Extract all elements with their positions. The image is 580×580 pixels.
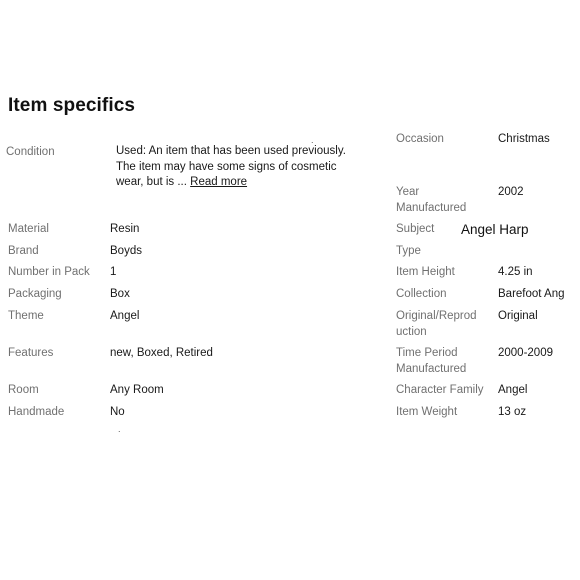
occasion-value: Christmas [498,133,550,145]
subject-label: Subject [396,223,435,235]
item-weight-value: 13 oz [498,406,527,418]
material-value: Resin [110,223,140,235]
item-height-label: Item Height [396,266,455,278]
type-label: Type [396,245,421,257]
theme-label: Theme [8,310,44,322]
time-period-value: 2000-2009 [498,347,553,359]
item-weight-label: Item Weight [396,406,458,418]
section-title: Item specifics [8,95,136,116]
character-family-value: Angel [498,384,528,396]
number-in-pack-label: Number in Pack [8,266,90,278]
time-period-label [396,346,466,377]
original-reproduction-label [396,309,477,340]
condition-text: Used: An item that has been used previously. The item may have some signs of cosmetic wear, but is ... [116,145,346,188]
packaging-label: Packaging [8,288,62,300]
condition-label: Condition [6,146,55,158]
collection-label: Collection [396,288,447,300]
stray-dot: . [118,424,121,434]
read-more-link[interactable]: Read more [190,176,248,188]
occasion-label: Occasion [396,133,444,145]
subject-value: Angel Harp [461,222,529,237]
brand-value: Boyds [110,245,142,257]
character-family-label: Character Family [396,384,484,396]
time-period-label-line1: Time Period [396,347,458,359]
collection-value: Barefoot Ang [498,288,565,300]
brand-label: Brand [8,245,39,257]
theme-value: Angel [110,310,140,322]
original-reproduction-label-line1: Original/Reprod [396,310,477,322]
features-value: new, Boxed, Retired [110,347,213,359]
room-label: Room [8,384,39,396]
time-period-label-line2: Manufactured [396,362,467,375]
condition-value [116,144,366,191]
packaging-value: Box [110,288,130,300]
features-label: Features [8,347,54,359]
handmade-label: Handmade [8,406,65,418]
year-manufactured-label: Year Manufactured [396,186,467,214]
handmade-value: No [110,406,125,418]
original-reproduction-value: Original [498,310,538,322]
room-value: Any Room [110,384,164,396]
item-height-value: 4.25 in [498,266,533,278]
original-reproduction-label-line2: uction [396,325,427,338]
material-label: Material [8,223,49,235]
year-manufactured-value: 2002 [498,186,524,198]
stray-dot: . [311,135,314,145]
number-in-pack-value: 1 [110,266,117,278]
